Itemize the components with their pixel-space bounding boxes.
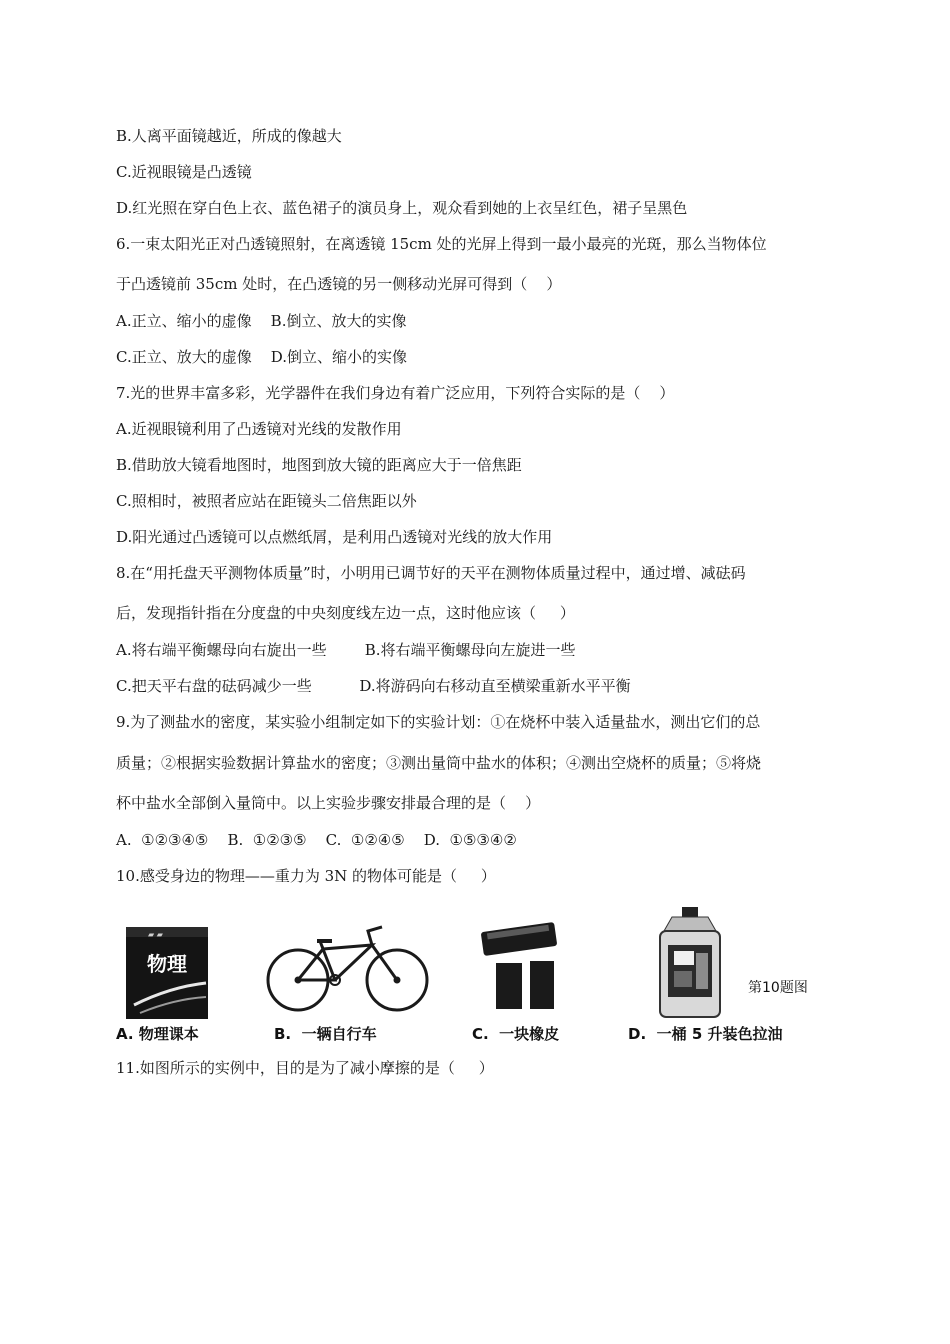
text-line: 7.光的世界丰富多彩，光学器件在我们身边有着广泛应用，下列符合实际的是（ ） xyxy=(116,384,675,402)
caption-d: D. 一桶 5 升装色拉油 xyxy=(628,1025,783,1043)
caption-a: A. 物理课本 xyxy=(116,1025,199,1043)
text-line: C.照相时，被照者应站在距镜头二倍焦距以外 xyxy=(116,492,417,510)
caption-c: C. 一块橡皮 xyxy=(472,1025,560,1043)
textbook-image xyxy=(126,927,208,1019)
text-line: 质量；②根据实验数据计算盐水的密度；③测出量筒中盐水的体积；④测出空烧杯的质量；⑤将烧 xyxy=(116,754,762,772)
text-line: A. ①②③④⑤ B. ①②③⑤ C. ①②④⑤ D. ①⑤③④② xyxy=(116,831,517,849)
text-line: 6.一束太阳光正对凸透镜照射，在离透镜 15cm 处的光屏上得到一最小最亮的光斑，那么当物体位 xyxy=(116,235,767,253)
text-line: 11.如图所示的实例中，目的是为了减小摩擦的是（ ） xyxy=(116,1059,494,1077)
figure-label: 第10题图 xyxy=(748,980,808,996)
text-line: A.将右端平衡螺母向右旋出一些 B.将右端平衡螺母向左旋进一些 xyxy=(116,641,576,659)
eraser-image xyxy=(481,922,558,1009)
text-line: B.人离平面镜越近，所成的像越大 xyxy=(116,127,342,145)
text-line: B.借助放大镜看地图时，地图到放大镜的距离应大于一倍焦距 xyxy=(116,456,522,474)
text-line: C.近视眼镜是凸透镜 xyxy=(116,163,252,181)
text-line: 10.感受身边的物理——重力为 3N 的物体可能是（ ） xyxy=(116,867,496,885)
bicycle-image xyxy=(268,927,427,1010)
oil-bottle-image xyxy=(660,907,720,1017)
text-line: C.把天平右盘的砝码减少一些 D.将游码向右移动直至横梁重新水平平衡 xyxy=(116,677,631,695)
text-line: 8.在“用托盘天平测物体质量”时，小明用已调节好的天平在测物体质量过程中，通过增、减砝码 xyxy=(116,564,746,582)
text-line: 后，发现指针指在分度盘的中央刻度线左边一点，这时他应该（ ） xyxy=(116,604,575,622)
book-title: 物理 xyxy=(147,952,187,976)
text-line: A.正立、缩小的虚像 B.倒立、放大的实像 xyxy=(116,312,407,330)
text-line: C.正立、放大的虚像 D.倒立、缩小的实像 xyxy=(116,348,408,366)
text-line: 杯中盐水全部倒入量筒中。以上实验步骤安排最合理的是（ ） xyxy=(116,794,541,812)
caption-b: B. 一辆自行车 xyxy=(274,1025,377,1043)
text-line: D.红光照在穿白色上衣、蓝色裙子的演员身上，观众看到她的上衣呈红色，裙子呈黑色 xyxy=(116,199,688,217)
text-line: A.近视眼镜利用了凸透镜对光线的发散作用 xyxy=(116,420,402,438)
text-line: D.阳光通过凸透镜可以点燃纸屑，是利用凸透镜对光线的放大作用 xyxy=(116,528,553,546)
text-line: 于凸透镜前 35cm 处时，在凸透镜的另一侧移动光屏可得到（ ） xyxy=(116,275,562,293)
text-line: 9.为了测盐水的密度，某实验小组制定如下的实验计划：①在烧杯中装入适量盐水，测出它们的总 xyxy=(116,713,761,731)
svg-text:▰ ▰: ▰ ▰ xyxy=(148,930,163,939)
